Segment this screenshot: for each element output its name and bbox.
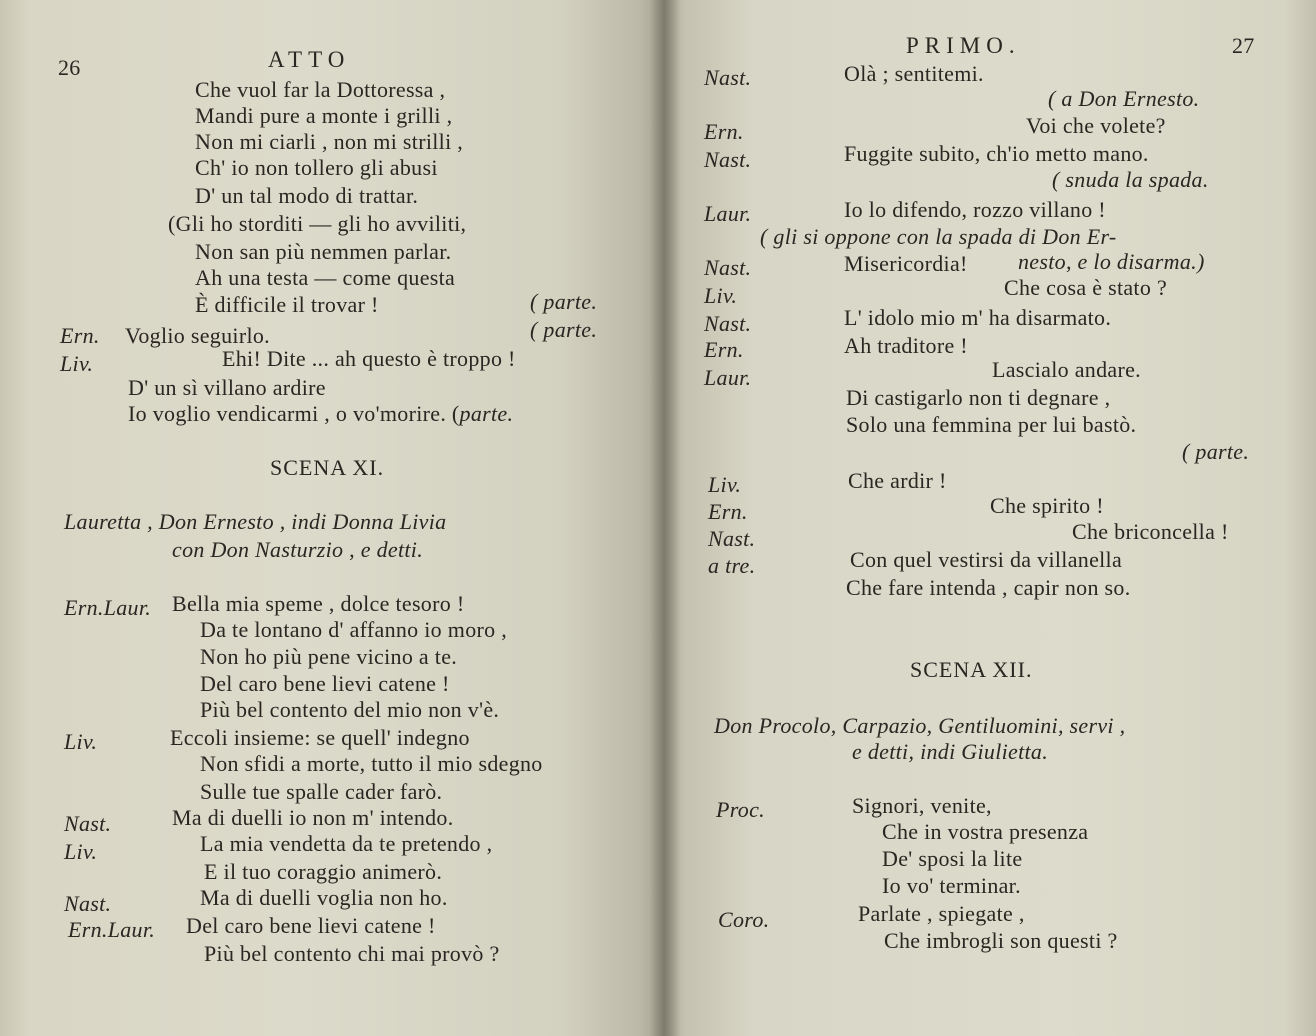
verse-line: Con quel vestirsi da villanella	[850, 547, 1123, 572]
verse-line: D' un sì villano ardire	[128, 375, 326, 400]
verse-line: Che in vostra presenza	[882, 819, 1089, 844]
verse-line: Che spirito !	[990, 493, 1104, 518]
verse-line: L' idolo mio m' ha disarmato.	[844, 305, 1112, 330]
verse-line: Olà ; sentitemi.	[844, 61, 984, 86]
page-number: 26	[58, 55, 81, 80]
speaker-label: Nast.	[704, 311, 752, 336]
verse-line: Da te lontano d' affanno io moro ,	[200, 617, 508, 642]
verse-line: Voglio seguirlo.	[125, 323, 270, 348]
stage-direction: nesto, e lo disarma.)	[1018, 249, 1205, 274]
verse-line: Signori, venite,	[852, 793, 992, 818]
verse-line: Sulle tue spalle cader farò.	[200, 779, 443, 804]
speaker-label: Nast.	[704, 255, 752, 280]
verse-line: Ah traditore !	[844, 333, 968, 358]
verse-line: Che imbrogli son questi ?	[884, 928, 1118, 953]
speaker-label: Ern.	[60, 323, 100, 348]
verse-line: Misericordia!	[844, 251, 968, 276]
speaker-label: Nast.	[704, 147, 752, 172]
verse-line: Eccoli insieme: se quell' indegno	[170, 725, 470, 750]
speaker-label: Liv.	[708, 472, 742, 497]
verse-line: Di castigarlo non ti degnare ,	[846, 385, 1111, 410]
speaker-label: Ern.	[704, 337, 744, 362]
verse-line: Io vo' terminar.	[882, 873, 1021, 898]
verse-line: Ehi! Dite ... ah questo è troppo !	[222, 346, 516, 371]
verse-line: Ah una testa — come questa	[195, 265, 456, 290]
speaker-label: Nast.	[64, 891, 112, 916]
stage-direction: ( parte.	[530, 317, 598, 342]
verse-line: Del caro bene lievi catene !	[186, 913, 436, 938]
running-header: ATTO	[268, 47, 351, 72]
verse-line: De' sposi la lite	[882, 846, 1023, 871]
speaker-label: Ern.Laur.	[68, 917, 156, 942]
page-number: 27	[1232, 33, 1255, 58]
book-gutter	[650, 0, 680, 1036]
speaker-label: Ern.	[708, 499, 748, 524]
speaker-label: Nast.	[704, 65, 752, 90]
right-page	[664, 0, 1316, 1036]
verse-line: (Gli ho storditi — gli ho avviliti,	[168, 211, 467, 236]
scene-cast: e detti, indi Giulietta.	[852, 739, 1049, 764]
speaker-label: Liv.	[64, 839, 98, 864]
scene-title: SCENA XII.	[910, 657, 1033, 682]
speaker-label: Laur.	[704, 201, 752, 226]
scene-title: SCENA XI.	[270, 455, 385, 480]
verse-line: Non sfidi a morte, tutto il mio sdegno	[200, 751, 543, 776]
scene-cast: Lauretta , Don Ernesto , indi Donna Livia	[64, 509, 447, 534]
scene-cast: Don Procolo, Carpazio, Gentiluomini, servi ,	[714, 713, 1126, 738]
verse-line: Non mi ciarli , non mi strilli ,	[195, 129, 464, 154]
verse-line: Io lo difendo, rozzo villano !	[844, 197, 1106, 222]
speaker-label: Proc.	[716, 797, 765, 822]
verse-line: Non san più nemmen parlar.	[195, 239, 452, 264]
stage-direction: ( a Don Ernesto.	[1048, 86, 1200, 111]
speaker-label: a tre.	[708, 553, 756, 578]
verse-line: Ma di duelli voglia non ho.	[200, 885, 448, 910]
verse-line: D' un tal modo di trattar.	[195, 183, 419, 208]
stage-direction: ( snuda la spada.	[1052, 167, 1209, 192]
speaker-label: Liv.	[64, 729, 98, 754]
stage-direction: ( parte.	[1182, 439, 1250, 464]
verse-line: Mandi pure a monte i grilli ,	[195, 103, 453, 128]
verse-line: Del caro bene lievi catene !	[200, 671, 450, 696]
speaker-label: Nast.	[64, 811, 112, 836]
verse-line: Parlate , spiegate ,	[858, 901, 1025, 926]
verse-line: Lascialo andare.	[992, 357, 1141, 382]
verse-line: Più bel contento del mio non v'è.	[200, 697, 500, 722]
verse-line: Voi che volete?	[1026, 113, 1166, 138]
verse-line: Più bel contento chi mai provò ?	[204, 941, 500, 966]
speaker-label: Ern.Laur.	[64, 595, 152, 620]
verse-line: La mia vendetta da te pretendo ,	[200, 831, 493, 856]
verse-line: Solo una femmina per lui bastò.	[846, 412, 1137, 437]
speaker-label: Laur.	[704, 365, 752, 390]
verse-line: Che fare intenda , capir non so.	[846, 575, 1131, 600]
verse-line: Fuggite subito, ch'io metto mano.	[844, 141, 1149, 166]
stage-direction: ( parte.	[530, 289, 598, 314]
verse-line: Ma di duelli io non m' intendo.	[172, 805, 454, 830]
speaker-label: Ern.	[704, 119, 744, 144]
verse-line: Non ho più pene vicino a te.	[200, 644, 458, 669]
running-header: PRIMO.	[906, 33, 1021, 58]
verse-line: Che ardir !	[848, 468, 947, 493]
verse-line: Che briconcella !	[1072, 519, 1229, 544]
stage-direction: ( gli si oppone con la spada di Don Er-	[760, 224, 1117, 249]
verse-line: Io voglio vendicarmi , o vo'morire. (parte.	[128, 401, 514, 426]
speaker-label: Liv.	[60, 351, 94, 376]
verse-line: È difficile il trovar !	[195, 292, 379, 317]
verse-line: Ch' io non tollero gli abusi	[195, 155, 438, 180]
verse-line: E il tuo coraggio animerò.	[204, 859, 443, 884]
speaker-label: Nast.	[708, 526, 756, 551]
verse-line: Bella mia speme , dolce tesoro !	[172, 591, 465, 616]
verse-line: Che vuol far la Dottoressa ,	[195, 77, 446, 102]
scene-cast: con Don Nasturzio , e detti.	[172, 537, 424, 562]
speaker-label: Coro.	[718, 907, 770, 932]
speaker-label: Liv.	[704, 283, 738, 308]
verse-line: Che cosa è stato ?	[1004, 275, 1168, 300]
